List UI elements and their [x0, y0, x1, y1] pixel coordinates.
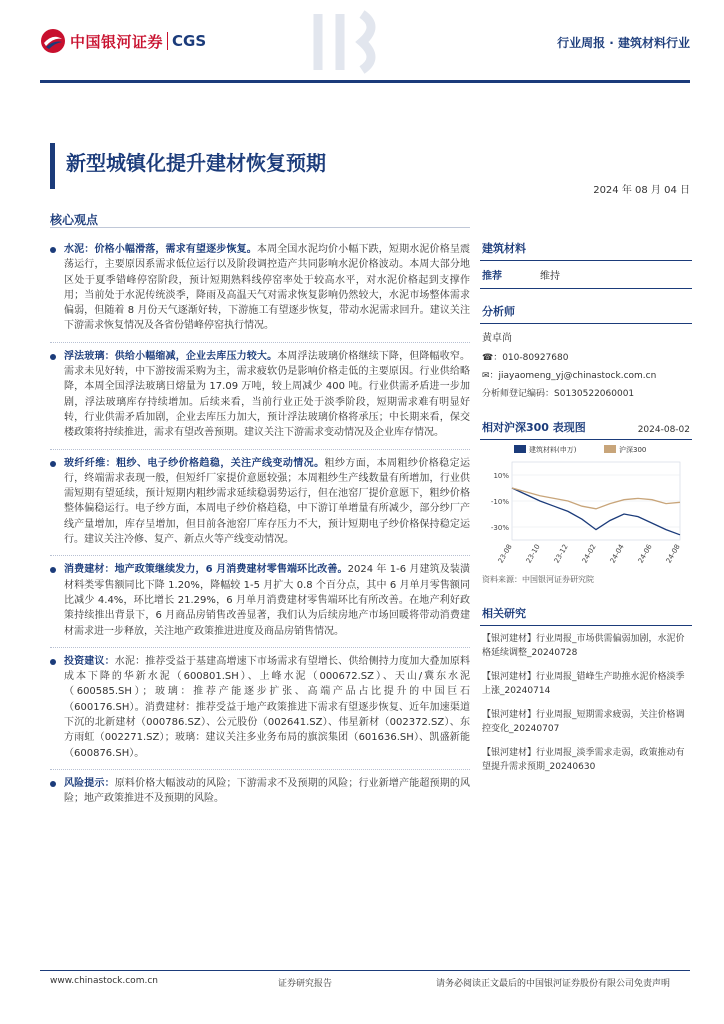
y-tick-label: 10%: [493, 472, 509, 480]
paragraph-text: [64, 456, 470, 548]
paragraph-text: [64, 242, 470, 334]
footer-disclaimer: 请务必阅读正文最后的中国银河证券股份有限公司免责声明: [436, 979, 671, 989]
paragraph-text: [64, 776, 470, 807]
related-research-item[interactable]: 【银河建材】行业周报_错峰生产助推水泥价格淡季上涨_20240714: [482, 672, 685, 696]
rating-value: 维持: [540, 271, 560, 282]
logo-text: 中国银河证券: [70, 32, 164, 51]
list-item: [50, 343, 470, 450]
x-tick-label: 24-04: [608, 543, 626, 565]
performance-heading: 相对沪深300 表现图: [482, 421, 586, 434]
paragraph-text: [64, 562, 470, 638]
bullet-icon: [50, 354, 56, 360]
related-research-item[interactable]: 【银河建材】行业周报_市场供需偏弱加剧，水泥价格延续调整_20240728: [482, 634, 685, 658]
chart-source: 资料来源：中国银河证券研究院: [482, 575, 594, 584]
header-watermark-icon: [300, 6, 390, 78]
logo-mark-icon: [40, 28, 66, 54]
related-research-heading: 相关研究: [480, 601, 692, 626]
report-type-tag: 行业周报 · 建筑材料行业: [557, 36, 690, 50]
paragraph-lead: 玻纤纤维：粗纱、电子纱价格趋稳，关注产线变动情况。: [64, 457, 325, 469]
legend-label: 建筑材料(申万): [529, 446, 577, 454]
rating-row: [480, 261, 692, 289]
list-item: [50, 770, 470, 815]
analyst-heading: 分析师: [480, 299, 692, 324]
paragraph-lead: 水泥：价格小幅滑落，需求有望逐步恢复。: [64, 244, 257, 255]
footer-url[interactable]: www.chinastock.com.cn: [50, 976, 158, 986]
analyst-name: 黄卓尚: [482, 333, 512, 344]
title-accent-bar: [50, 143, 55, 189]
legend-swatch: [604, 445, 616, 453]
analyst-cert: 分析师登记编码：S0130522060001: [482, 389, 635, 399]
paragraph-text: [64, 349, 470, 441]
paragraph-lead: 浮法玻璃：供给小幅缩减，企业去库压力较大。: [64, 350, 278, 362]
paragraph-body: 本周全国水泥均价小幅下跌，短期水泥价格呈震荡运行，主要原因系需求低位运行以及阶段调控造产共同影响水泥价格波动。本周大部分地区处于夏季错峰停窑阶段，预计短期熟料线停窑率处于较高水平，对水泥价格起到支撑作用；当前处于水泥传统淡季，降雨及高温天气对需求恢复影响仍然较大，水泥市场整体需求偏弱，但随着 8 月份天气逐渐好转，下游施工有望逐步恢复，带动水泥需求回升。建议关注下游需求恢复情况及各省份错峰停窑执行情况。: [64, 244, 471, 332]
paragraph-body: 本周浮法玻璃价格继续下降，但降幅收窄。需求未见好转，中下游按需采购为主，需求疲软仍是影响价格走低的主要原因。行业供给略降，本周全国浮法玻璃日熔量为 17.09 万吨，较上周减少 400 吨。行业供需矛盾进一步加剧，浮法玻璃库存持续增加。后续来看，当前行业正处于淡季阶段，短期需求难有明显好转，行业供需矛盾加剧，企业去库压力加大，预计浮法玻璃价格将承压；中长期来看，保交楼政策将持续推进，需求有望改善预期。建议关注下游需求变动情况及企业库存情况。: [64, 350, 471, 439]
core-views-divider: [50, 227, 470, 228]
analyst-phone: ☎：010-80927680: [482, 353, 569, 363]
bullet-icon: [50, 567, 56, 573]
performance-chart-svg: [480, 440, 692, 572]
footer-center: 证券研究报告: [278, 979, 333, 989]
logo-separator: [167, 32, 168, 50]
y-tick-label: -10%: [490, 498, 509, 506]
list-item: [50, 236, 470, 343]
paragraph-lead: 消费建材：地产政策继续发力，6 月消费建材零售端环比改善。: [64, 564, 348, 576]
legend-swatch: [514, 445, 526, 453]
paragraph-lead: 风险提示：: [64, 777, 115, 789]
x-tick-label: 24-06: [636, 543, 654, 565]
x-tick-label: 24-08: [664, 543, 682, 565]
performance-date: 2024-08-02: [637, 425, 690, 435]
paragraph-body: 原料价格大幅波动的风险；下游需求不及预期的风险；行业新增产能超预期的风险；地产政策推进不及预期的风险。: [64, 777, 471, 805]
list-item: [50, 556, 470, 647]
analyst-email: ✉：jiayaomeng_yj@chinastock.com.cn: [482, 371, 657, 381]
y-tick-label: -30%: [490, 524, 509, 532]
x-tick-label: 23-12: [552, 543, 570, 565]
company-logo: [40, 28, 206, 54]
performance-heading-row: [480, 415, 692, 440]
related-research-item[interactable]: 【银河建材】行业周报_淡季需求走弱，政策推动有望提升需求预期_20240630: [482, 748, 685, 772]
header-divider: [40, 80, 690, 83]
bullet-icon: [50, 659, 56, 665]
rating-label: 推荐: [482, 271, 502, 282]
bullet-icon: [50, 461, 56, 467]
footer-divider: [40, 970, 690, 971]
page-header: [0, 0, 724, 80]
x-tick-label: 23-08: [496, 543, 514, 565]
industry-name: 建筑材料: [480, 236, 692, 261]
paragraph-body: 水泥：推荐受益于基建高增速下市场需求有望增长、供给侧持力度加大叠加原料成本下降的华新水泥（600801.SH）、上峰水泥（000672.SZ）、天山/冀东水泥（600585.SH）；玻璃：推荐产能逐步扩张、高端产品占比提升的中国巨石（600176.SH）。消费建材：推荐受益于地产政策推进下需求有望逐步恢复、近年加速渠道下沉的北新建材（000786.SZ）、公元股份（002641.SZ）、伟星新材（002372.SZ）、东方雨虹（002271.SZ）；玻璃：建议关注多业务布局的旗滨集团（601636.SH）、凯盛新能（600876.SH）。: [64, 655, 471, 759]
list-item: [50, 450, 470, 557]
bullet-icon: [50, 247, 56, 253]
bullet-icon: [50, 781, 56, 787]
related-research-item[interactable]: 【银河建材】行业周报_短期需求疲弱，关注价格调控变化_20240707: [482, 710, 685, 734]
report-title: 新型城镇化提升建材恢复预期: [66, 151, 326, 175]
paragraph-body: 粗纱方面，本周粗纱价格稳定运行，终端需求表现一般，但短纤厂家提价意愿较强；本周粗纱生产线数量有所增加，行业供需短期有望延续，预计短期内粗纱需求延续稳弱势运行，但在池窑厂提价意愿下，粗纱价格整体偏稳运行。电子纱方面，本周电子纱价格趋稳，中下游订单增量有所减少，部分纱厂产线产量增加，库存呈增加，但目前各池窑厂库存压力不大，预计短期电子纱价格保持稳定运行。建议关注冷修、复产、新点火等产线变动情况。: [64, 457, 471, 546]
legend-label: 沪深300: [619, 446, 647, 454]
sidebar: [480, 236, 692, 778]
paragraph-text: [64, 654, 470, 761]
core-views-list: [50, 236, 470, 815]
x-tick-label: 23-10: [524, 543, 542, 565]
performance-chart: [480, 440, 692, 572]
core-views-heading: 核心观点: [50, 213, 99, 227]
list-item: [50, 648, 470, 770]
paragraph-lead: 投资建议：: [64, 655, 115, 667]
paragraph-body: 2024 年 1-6 月建筑及装潢材料类零售额同比下降 1.20%，降幅较 1-5 月扩大 0.8 个百分点，其中 6 月单月零售额同比减少 4.4%，环比增长 21.29%，6 月单月消费建材零售端环比有所改善。在地产利好政策持续推出背景下，6 月商品房销售改善显著，我们认为后续房地产市场回暖将带动消费建材需求进一步释放，关注地产政策推进进度及商品房销售情况。: [64, 564, 470, 637]
report-date: 2024 年 08 月 04 日: [593, 185, 690, 196]
x-tick-label: 24-02: [580, 543, 598, 565]
logo-cgs: CGS: [172, 32, 207, 50]
